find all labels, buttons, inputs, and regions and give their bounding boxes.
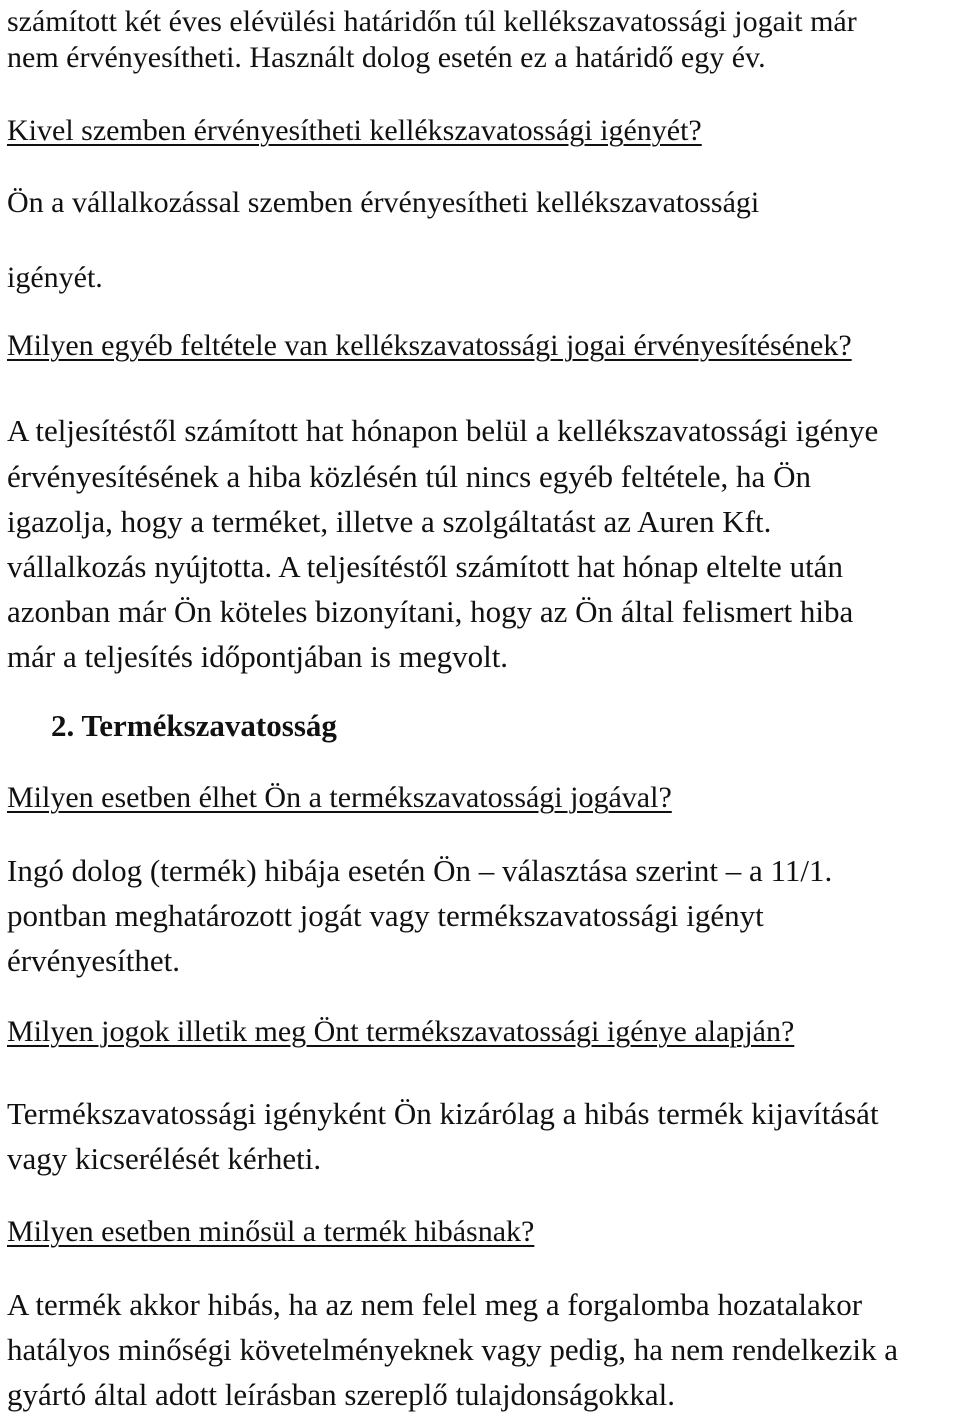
question-milyen-esetben-elhet: Milyen esetben élhet Ön a termékszavatossági jogával? bbox=[7, 781, 672, 814]
intro-line-1: számított két éves elévülési határidőn túl kellékszavatossági jogait már bbox=[7, 5, 857, 38]
question-kivel-szemben: Kivel szemben érvényesítheti kellékszavatossági igényét? bbox=[7, 114, 702, 147]
answer-q2-line-4: vállalkozás nyújtotta. A teljesítéstől számított hat hónap eltelte után bbox=[7, 549, 843, 584]
answer-q2-line-2: érvényesítésének a hiba közlésén túl nincs egyéb feltétele, ha Ön bbox=[7, 459, 811, 494]
answer-q4-line-2: vagy kicserélését kérheti. bbox=[7, 1141, 322, 1176]
answer-q5-line-3: gyártó által adott leírásban szereplő tulajdonságokkal. bbox=[7, 1377, 675, 1412]
question-mikor-hibas: Milyen esetben minősül a termék hibásnak? bbox=[7, 1215, 535, 1248]
answer-q5-line-1: A termék akkor hibás, ha az nem felel meg a forgalomba hozatalakor bbox=[7, 1287, 863, 1322]
question-egyeb-feltetel: Milyen egyéb feltétele van kellékszavatossági jogai érvényesítésének? bbox=[7, 329, 852, 362]
answer-q1-line-2: igényét. bbox=[7, 261, 103, 294]
answer-q1-line-1: Ön a vállalkozással szemben érvényesítheti kellékszavatossági bbox=[7, 186, 760, 219]
section-heading-termekszavatossag: 2. Termékszavatosság bbox=[51, 708, 337, 743]
answer-q4-line-1: Termékszavatossági igényként Ön kizárólag a hibás termék kijavítását bbox=[7, 1096, 879, 1131]
intro-line-2: nem érvényesítheti. Használt dolog esetén ez a határidő egy év. bbox=[7, 41, 766, 74]
question-milyen-jogok: Milyen jogok illetik meg Önt termékszavatossági igénye alapján? bbox=[7, 1015, 795, 1048]
answer-q5-line-2: hatályos minőségi követelményeknek vagy pedig, ha nem rendelkezik a bbox=[7, 1332, 898, 1367]
answer-q2-line-6: már a teljesítés időpontjában is megvolt. bbox=[7, 639, 509, 674]
answer-q2-line-1: A teljesítéstől számított hat hónapon belül a kellékszavatossági igénye bbox=[7, 413, 879, 448]
answer-q3-line-3: érvényesíthet. bbox=[7, 943, 181, 978]
answer-q2-line-5: azonban már Ön köteles bizonyítani, hogy az Ön által felismert hiba bbox=[7, 594, 854, 629]
answer-q3-line-2: pontban meghatározott jogát vagy termékszavatossági igényt bbox=[7, 898, 764, 933]
answer-q3-line-1: Ingó dolog (termék) hibája esetén Ön – választása szerint – a 11/1. bbox=[7, 853, 833, 888]
answer-q2-line-3: igazolja, hogy a terméket, illetve a szolgáltatást az Auren Kft. bbox=[7, 504, 772, 539]
